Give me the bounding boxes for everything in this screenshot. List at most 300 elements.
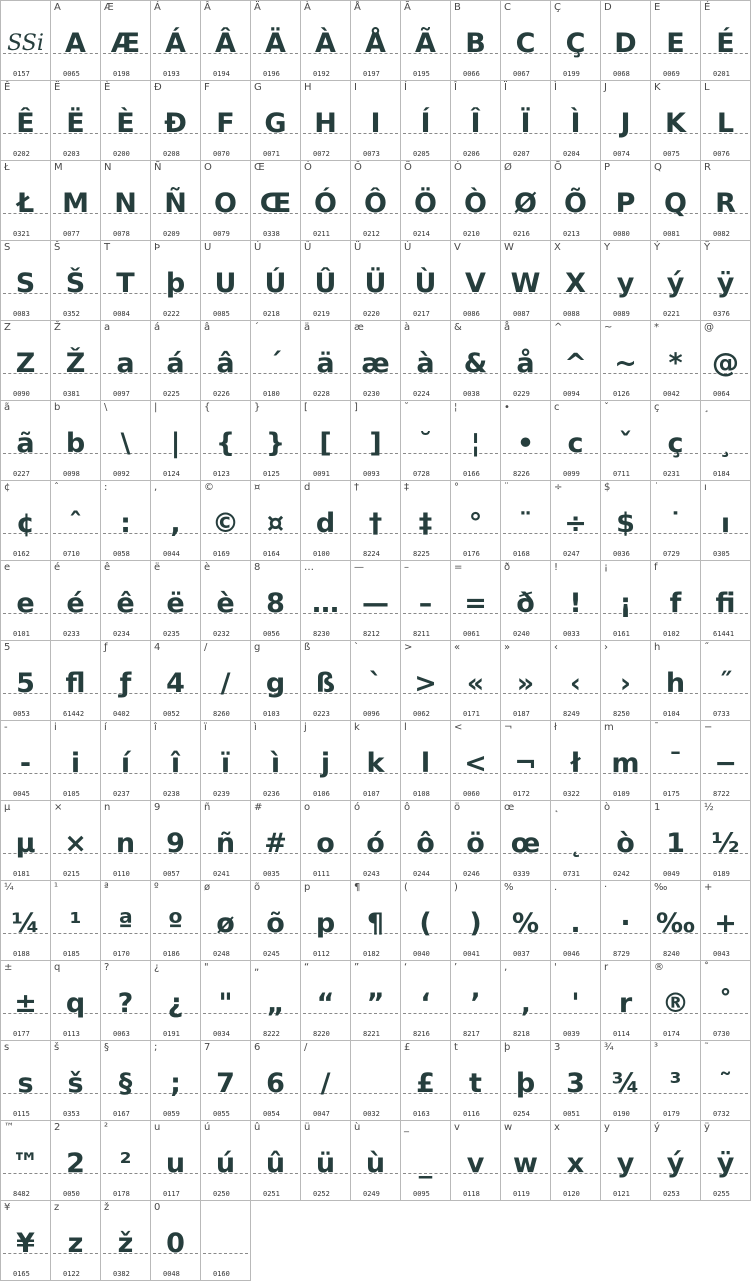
glyph-code: 0120 (563, 1190, 580, 1198)
glyph-label: ™ (4, 1122, 14, 1133)
glyph-cell (451, 241, 501, 321)
glyph-code: 0069 (663, 70, 680, 78)
glyph-code: 0047 (313, 1110, 330, 1118)
glyph-code: 0165 (13, 1270, 30, 1278)
glyph-sample: å (516, 348, 535, 379)
glyph-sample: à (416, 348, 435, 379)
glyph-sample: W (510, 268, 541, 299)
glyph-label: ž (104, 1202, 110, 1213)
glyph-code: 0230 (363, 390, 380, 398)
glyph-label: ˚ (704, 962, 709, 973)
glyph-label: ê (104, 562, 111, 573)
glyph-sample: F (216, 108, 235, 139)
glyph-code: 0077 (63, 230, 80, 238)
glyph-cell (651, 401, 701, 481)
glyph-sample: … (312, 588, 339, 619)
glyph-cell (1, 81, 51, 161)
glyph-label: 6 (254, 1042, 261, 1053)
glyph-code: 0048 (163, 1270, 180, 1278)
glyph-sample: m (611, 748, 640, 779)
glyph-label: ý (654, 1122, 660, 1133)
glyph-code: 0229 (513, 390, 530, 398)
glyph-sample: | (170, 428, 181, 459)
glyph-code: 8240 (663, 950, 680, 958)
glyph-label: B (454, 2, 461, 13)
glyph-cell (101, 1, 151, 81)
glyph-label: i (54, 722, 57, 733)
glyph-sample: „ (266, 988, 285, 1019)
glyph-label: R (704, 162, 711, 173)
glyph-code: 0095 (413, 1190, 430, 1198)
glyph-sample: Ö (414, 188, 437, 219)
glyph-label: ´ (254, 322, 259, 333)
glyph-code: 8218 (513, 1030, 530, 1038)
glyph-cell (351, 801, 401, 881)
glyph-cell (401, 481, 451, 561)
glyph-code: 0224 (413, 390, 430, 398)
glyph-code: 0170 (113, 950, 130, 958)
glyph-cell (651, 961, 701, 1041)
glyph-cell (151, 1, 201, 81)
glyph-code: 8211 (413, 630, 430, 638)
glyph-cell (251, 721, 301, 801)
glyph-cell (301, 881, 351, 961)
glyph-label: 2 (54, 1122, 61, 1133)
glyph-sample: † (368, 508, 383, 539)
glyph-cell (201, 1201, 251, 1281)
glyph-label: ï (204, 722, 207, 733)
glyph-sample: Ç (565, 28, 586, 59)
glyph-sample: ˝ (718, 668, 733, 699)
glyph-code: 0039 (563, 1030, 580, 1038)
glyph-label: • (504, 402, 510, 413)
glyph-sample: R (715, 188, 736, 219)
glyph-label: ë (154, 562, 161, 573)
glyph-label: ¾ (604, 1042, 614, 1053)
glyph-sample: ® (662, 988, 689, 1019)
glyph-sample: £ (416, 1068, 435, 1099)
glyph-cell (601, 641, 651, 721)
glyph-code: 0216 (513, 230, 530, 238)
glyph-cell (51, 241, 101, 321)
glyph-code: 0098 (63, 470, 80, 478)
glyph-label: Ô (354, 162, 362, 173)
glyph-cell (601, 481, 651, 561)
glyph-sample: ˙ (668, 508, 683, 539)
glyph-label: Ï (504, 82, 507, 93)
glyph-cell (301, 321, 351, 401)
glyph-sample: © (212, 508, 239, 539)
glyph-sample: v (466, 1148, 485, 1179)
glyph-cell (251, 1041, 301, 1121)
glyph-sample: g (265, 668, 286, 699)
glyph-cell (201, 561, 251, 641)
glyph-cell (651, 481, 701, 561)
glyph-code: 0118 (463, 1190, 480, 1198)
glyph-cell (401, 161, 451, 241)
glyph-cell (701, 801, 751, 881)
glyph-cell (401, 721, 451, 801)
glyph-sample: ƒ (119, 668, 132, 699)
glyph-label: H (304, 82, 312, 93)
glyph-label: î (154, 722, 157, 733)
glyph-sample: b (65, 428, 86, 459)
glyph-cell (51, 481, 101, 561)
glyph-sample: O (214, 188, 237, 219)
glyph-code: 0178 (113, 1190, 130, 1198)
glyph-cell (451, 881, 501, 961)
glyph-sample: ½ (711, 828, 740, 859)
glyph-sample: À (315, 28, 336, 59)
glyph-sample: J (620, 108, 631, 139)
glyph-cell (1, 801, 51, 881)
glyph-sample: 6 (266, 1068, 285, 1099)
glyph-label: / (204, 642, 208, 653)
glyph-code: 0322 (563, 790, 580, 798)
glyph-cell (51, 81, 101, 161)
glyph-sample: ù (365, 1148, 386, 1179)
glyph-cell (101, 721, 151, 801)
glyph-code: 0241 (213, 870, 230, 878)
glyph-sample: k (366, 748, 385, 779)
glyph-cell (251, 161, 301, 241)
glyph-cell (451, 1121, 501, 1201)
glyph-code: 8216 (413, 1030, 430, 1038)
glyph-code: 0236 (263, 790, 280, 798)
glyph-label: } (254, 402, 261, 413)
glyph-label: § (104, 1042, 109, 1053)
glyph-cell (551, 881, 601, 961)
glyph-cell (701, 241, 751, 321)
glyph-cell (651, 161, 701, 241)
glyph-cell (401, 1041, 451, 1121)
glyph-label: 7 (204, 1042, 211, 1053)
glyph-code: 0245 (263, 950, 280, 958)
glyph-code: 0053 (13, 710, 30, 718)
glyph-cell (401, 561, 451, 641)
glyph-label: f (654, 562, 658, 573)
glyph-label: Ö (404, 162, 412, 173)
glyph-cell (451, 801, 501, 881)
glyph-label: ú (204, 1122, 211, 1133)
glyph-cell (151, 561, 201, 641)
glyph-cell (201, 881, 251, 961)
glyph-cell (401, 801, 451, 881)
glyph-code: 8482 (13, 1190, 30, 1198)
glyph-code: 0111 (313, 870, 330, 878)
glyph-sample: ¿ (167, 988, 184, 1019)
glyph-label: Ø (504, 162, 512, 173)
glyph-label: ¶ (354, 882, 361, 893)
glyph-label: æ (354, 322, 364, 333)
glyph-label: D (604, 2, 612, 13)
glyph-label: È (104, 82, 111, 93)
glyph-sample: Q (664, 188, 687, 219)
glyph-label: ° (454, 482, 459, 493)
glyph-cell (551, 801, 601, 881)
glyph-cell (151, 881, 201, 961)
glyph-cell (1, 481, 51, 561)
glyph-sample: t (469, 1068, 482, 1099)
glyph-cell (601, 1121, 651, 1201)
glyph-sample: Í (420, 108, 431, 139)
glyph-sample: ; (170, 1068, 181, 1099)
glyph-label: À (304, 2, 311, 13)
glyph-sample: r (618, 988, 633, 1019)
glyph-label: ˇ (604, 402, 609, 413)
glyph-sample: 9 (166, 828, 185, 859)
glyph-label: N (104, 162, 112, 173)
glyph-sample: E (666, 28, 685, 59)
glyph-code: 0208 (163, 150, 180, 158)
glyph-label: ~ (604, 322, 613, 333)
glyph-code: 0101 (13, 630, 30, 638)
glyph-label: P (604, 162, 611, 173)
glyph-cell (1, 1201, 51, 1281)
glyph-sample: ¨ (518, 508, 533, 539)
glyph-sample: SSi (7, 31, 44, 56)
glyph-cell (351, 481, 401, 561)
glyph-label: ˛ (554, 802, 559, 813)
glyph-sample: y (616, 1148, 635, 1179)
glyph-cell (1, 881, 51, 961)
glyph-label: v (454, 1122, 460, 1133)
glyph-cell (251, 241, 301, 321)
glyph-cell (301, 241, 351, 321)
glyph-sample: 0 (166, 1228, 185, 1259)
glyph-code: 61441 (713, 630, 735, 638)
glyph-code: 0219 (313, 310, 330, 318)
glyph-code: 0190 (613, 1110, 630, 1118)
glyph-code: 8224 (363, 550, 380, 558)
glyph-sample: ^ (564, 348, 587, 379)
glyph-code: 0730 (713, 1030, 730, 1038)
glyph-label: Î (454, 82, 457, 93)
glyph-label: É (704, 2, 711, 13)
glyph-cell (51, 641, 101, 721)
glyph-sample: + (714, 908, 737, 939)
glyph-cell (101, 481, 151, 561)
glyph-cell (1, 641, 51, 721)
glyph-code: 0080 (613, 230, 630, 238)
glyph-code: 0037 (513, 950, 530, 958)
glyph-cell (501, 961, 551, 1041)
glyph-label: · (604, 882, 608, 893)
glyph-code: 0089 (613, 310, 630, 318)
glyph-label: Æ (104, 2, 114, 13)
glyph-label: Á (154, 2, 161, 13)
glyph-sample: Ü (364, 268, 387, 299)
glyph-label: ` (354, 642, 359, 653)
glyph-sample: " (218, 988, 233, 1019)
glyph-cell (701, 881, 751, 961)
glyph-code: 0250 (213, 1190, 230, 1198)
glyph-label: | (154, 402, 158, 413)
glyph-code: 0046 (563, 950, 580, 958)
glyph-cell (551, 961, 601, 1041)
glyph-label: Q (654, 162, 662, 173)
glyph-code: 0321 (13, 230, 30, 238)
glyph-sample: ä (316, 348, 335, 379)
glyph-sample: ~ (614, 348, 637, 379)
glyph-code: 0083 (13, 310, 30, 318)
glyph-label: ¿ (154, 962, 160, 973)
glyph-sample: ’ (470, 988, 481, 1019)
glyph-code: 0062 (413, 710, 430, 718)
glyph-sample: é (66, 588, 85, 619)
glyph-sample: fi (715, 588, 736, 619)
glyph-cell (201, 641, 251, 721)
glyph-label: þ (504, 1042, 511, 1053)
glyph-label: ˆ (54, 482, 59, 493)
glyph-code: 0043 (713, 950, 730, 958)
glyph-code: 0382 (113, 1270, 130, 1278)
glyph-sample: “ (316, 988, 335, 1019)
glyph-code: 0227 (13, 470, 30, 478)
glyph-code: 0099 (563, 470, 580, 478)
glyph-code: 0200 (113, 150, 130, 158)
glyph-code: 0034 (213, 1030, 230, 1038)
glyph-code: 0035 (263, 870, 280, 878)
glyph-label: u (154, 1122, 161, 1133)
glyph-sample: w (513, 1148, 538, 1179)
glyph-cell (1, 1, 51, 81)
glyph-cell (601, 321, 651, 401)
glyph-code: 0233 (63, 630, 80, 638)
glyph-cell (551, 81, 601, 161)
glyph-label: ‘ (404, 962, 408, 973)
glyph-cell (251, 321, 301, 401)
glyph-cell (551, 481, 601, 561)
glyph-label: @ (704, 322, 714, 333)
glyph-cell (401, 81, 451, 161)
glyph-cell (401, 321, 451, 401)
glyph-code: 0042 (663, 390, 680, 398)
glyph-cell (401, 641, 451, 721)
glyph-code: 0376 (713, 310, 730, 318)
glyph-sample: Ô (364, 188, 387, 219)
glyph-cell (101, 881, 151, 961)
glyph-cell (201, 161, 251, 241)
glyph-label: o (304, 802, 311, 813)
glyph-cell (451, 1, 501, 81)
glyph-code: 0070 (213, 150, 230, 158)
glyph-label: µ (4, 802, 11, 813)
glyph-label: _ (404, 1122, 409, 1133)
glyph-code: 8220 (313, 1030, 330, 1038)
glyph-sample: ” (366, 988, 385, 1019)
glyph-label: › (604, 642, 608, 653)
glyph-cell (101, 641, 151, 721)
glyph-cell (201, 321, 251, 401)
glyph-sample: Ä (265, 28, 286, 59)
glyph-code: 0125 (263, 470, 280, 478)
glyph-sample: Á (165, 28, 186, 59)
glyph-code: 0090 (13, 390, 30, 398)
glyph-cell (251, 481, 301, 561)
glyph-cell (51, 801, 101, 881)
glyph-sample: • (516, 428, 535, 459)
glyph-code: 0107 (363, 790, 380, 798)
glyph-code: 0066 (463, 70, 480, 78)
glyph-sample: ¯ (668, 748, 683, 779)
glyph-cell (651, 561, 701, 641)
glyph-sample: ™ (12, 1148, 39, 1179)
glyph-code: 0710 (63, 550, 80, 558)
glyph-cell (201, 401, 251, 481)
glyph-code: 0203 (63, 150, 80, 158)
glyph-sample: - (19, 748, 32, 779)
glyph-cell (301, 1, 351, 81)
glyph-code: 0061 (463, 630, 480, 638)
glyph-sample: X (565, 268, 586, 299)
glyph-code: 0097 (113, 390, 130, 398)
glyph-sample: õ (266, 908, 285, 939)
glyph-code: 0254 (513, 1110, 530, 1118)
glyph-cell (201, 721, 251, 801)
glyph-sample: ž (117, 1228, 134, 1259)
glyph-sample: ° (468, 508, 483, 539)
glyph-label: " (204, 962, 209, 973)
glyph-code: 0108 (413, 790, 430, 798)
glyph-sample: ¡ (619, 588, 632, 619)
glyph-code: 0189 (713, 870, 730, 878)
glyph-sample: y (616, 268, 635, 299)
glyph-sample: H (314, 108, 337, 139)
glyph-cell (601, 801, 651, 881)
glyph-label: ¦ (454, 402, 458, 413)
glyph-label: ü (304, 1122, 311, 1133)
glyph-label: z (54, 1202, 60, 1213)
glyph-sample: M (62, 188, 89, 219)
glyph-cell (301, 161, 351, 241)
glyph-label: E (654, 2, 661, 13)
glyph-label: Œ (254, 162, 265, 173)
glyph-sample: Ó (314, 188, 337, 219)
glyph-code: 8230 (313, 630, 330, 638)
glyph-sample: ˆ (68, 508, 83, 539)
glyph-cell (351, 721, 401, 801)
glyph-sample: ¢ (16, 508, 35, 539)
glyph-cell (501, 1121, 551, 1201)
glyph-sample: 3 (566, 1068, 585, 1099)
glyph-code: 0162 (13, 550, 30, 558)
glyph-code: 0049 (663, 870, 680, 878)
glyph-label: õ (254, 882, 261, 893)
glyph-label: ù (354, 1122, 361, 1133)
glyph-cell (651, 1121, 701, 1201)
glyph-label: Å (354, 2, 361, 13)
glyph-cell (151, 721, 201, 801)
glyph-sample: ´ (268, 348, 283, 379)
glyph-label: > (404, 642, 413, 653)
glyph-cell (101, 1121, 151, 1201)
glyph-code: 8260 (213, 710, 230, 718)
glyph-code: 0181 (13, 870, 30, 878)
glyph-cell (251, 1121, 301, 1201)
glyph-cell (451, 721, 501, 801)
glyph-code: 0124 (163, 470, 180, 478)
glyph-label: ¤ (254, 482, 261, 493)
glyph-sample: ! (569, 588, 582, 619)
glyph-sample: 7 (216, 1068, 235, 1099)
glyph-sample: ) (469, 908, 482, 939)
glyph-label: t (454, 1042, 458, 1053)
glyph-label: ô (404, 802, 411, 813)
glyph-sample: Â (215, 28, 236, 59)
glyph-code: 0212 (363, 230, 380, 238)
glyph-label: ¯ (654, 722, 659, 733)
